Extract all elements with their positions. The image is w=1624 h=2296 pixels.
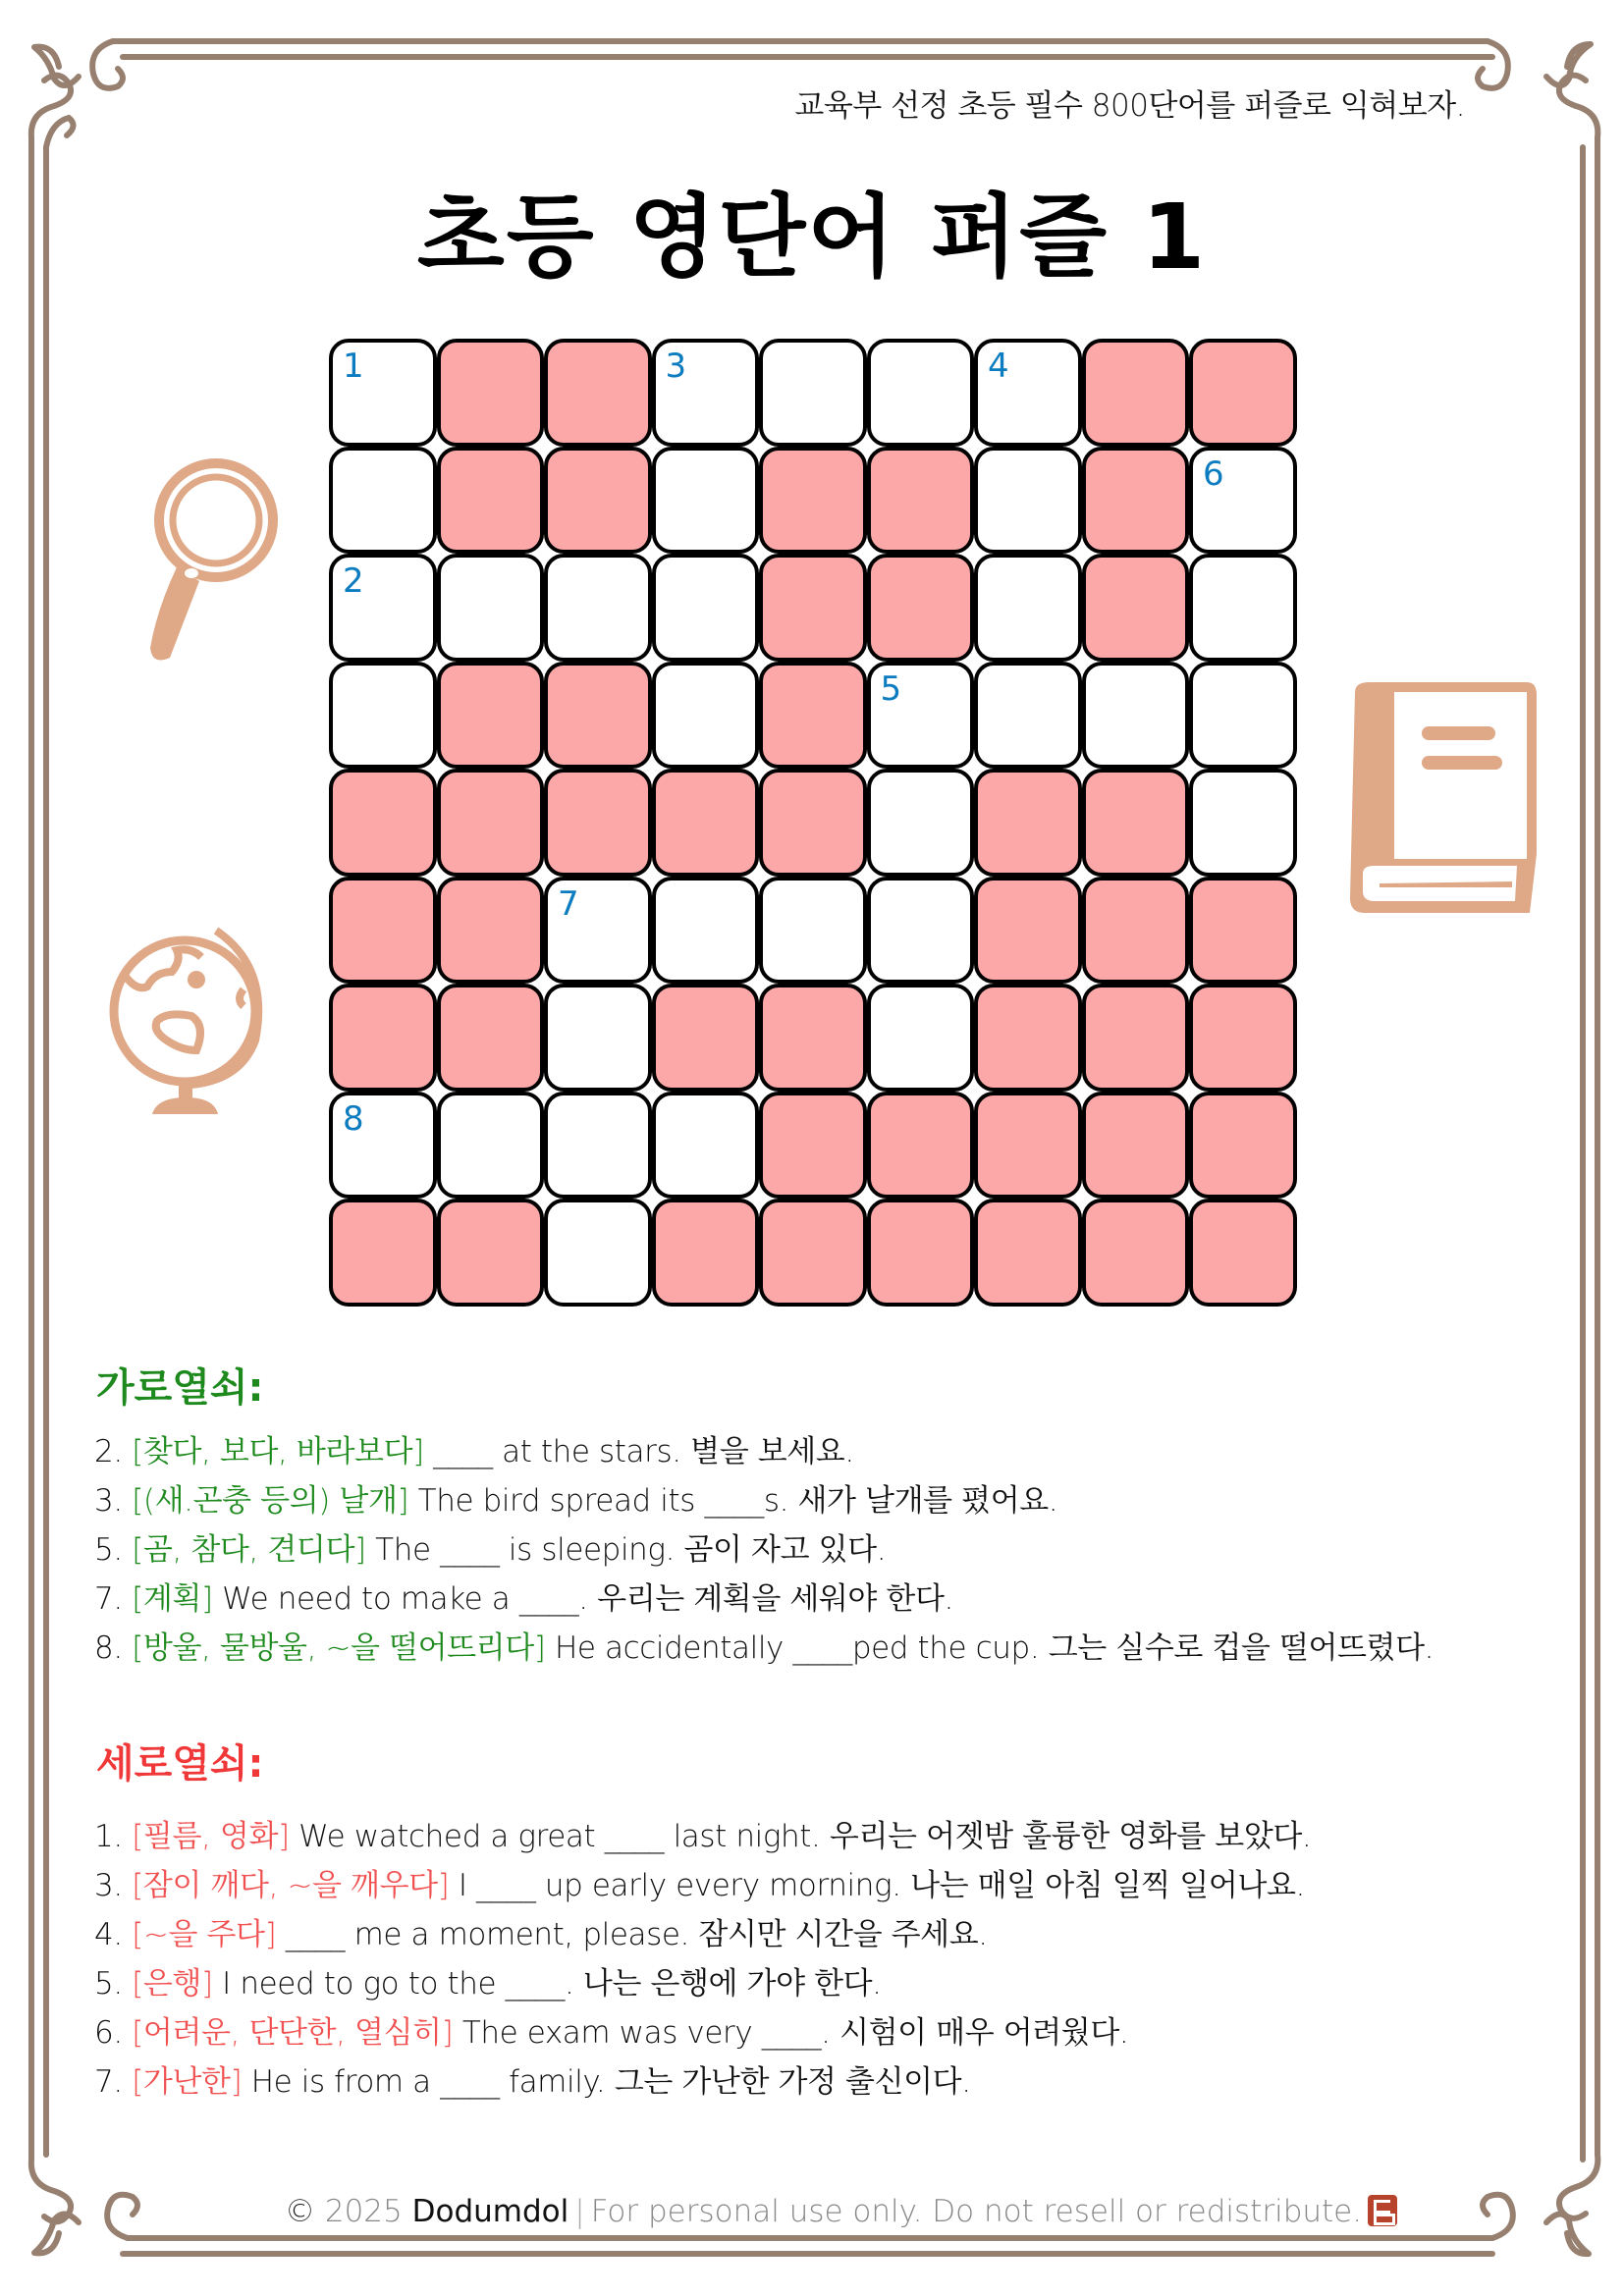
clue-number: 1 [343,347,364,386]
blocked-cell [1082,877,1190,985]
answer-cell[interactable] [544,1199,652,1307]
answer-cell[interactable] [329,447,437,555]
copyright-symbol: © [285,2194,315,2229]
clue-number: 4 [988,347,1009,386]
clue-meaning: [찾다, 보다, 바라보다] [132,1434,424,1469]
answer-cell[interactable] [1189,769,1297,877]
clue-sentence: The bird spread its ____s. 새가 날개를 폈어요. [408,1483,1058,1519]
clue-meaning: [필름, 영화] [132,1819,290,1854]
down-clues-heading: 세로열쇠: [96,1741,264,1787]
blocked-cell [1082,1092,1190,1200]
answer-cell[interactable] [867,984,975,1092]
answer-cell[interactable] [1189,554,1297,662]
clue-num: 2. [94,1434,133,1469]
across-clues-heading: 가로열쇠: [96,1365,264,1411]
blocked-cell [759,984,867,1092]
clue-meaning: [곰, 참다, 견디다] [132,1532,366,1568]
clue-meaning: [은행] [132,1966,213,2002]
brand-logo-icon [1368,2195,1397,2226]
down-clue [94,1910,1311,1959]
blocked-cell [437,769,545,877]
answer-cell[interactable] [652,447,760,555]
usage-notice: For personal use only. Do not resell or redistribute. [590,2194,1363,2229]
down-clues-list [94,1812,1311,2107]
answer-cell[interactable] [329,554,437,662]
copyright-year: 2025 [315,2194,412,2229]
clue-meaning: [(새.곤충 등의) 날개] [132,1483,409,1519]
clue-num: 6. [94,2015,133,2051]
blocked-cell [544,769,652,877]
blocked-cell [867,1092,975,1200]
blocked-cell [1082,984,1190,1092]
answer-cell[interactable] [329,339,437,447]
answer-cell[interactable] [867,769,975,877]
clue-sentence: ____ me a moment, please. 잠시만 시간을 주세요. [276,1917,988,1952]
clue-number: 5 [880,668,902,709]
answer-cell[interactable] [1189,447,1297,555]
blocked-cell [329,984,437,1092]
blocked-cell [437,662,545,770]
answer-cell[interactable] [544,554,652,662]
across-clue [94,1624,1434,1673]
brand-name: Dodumdol [411,2194,569,2229]
answer-cell[interactable] [867,877,975,985]
clue-number: 7 [558,883,579,924]
clue-num: 7. [94,2064,133,2100]
blocked-cell [1082,339,1190,447]
clue-sentence: We need to make a ____. 우리는 계획을 세워야 한다. [212,1581,953,1617]
clue-num: 5. [94,1532,133,1568]
globe-icon [98,913,280,1124]
answer-cell[interactable] [1082,662,1190,770]
blocked-cell [759,769,867,877]
answer-cell[interactable] [974,554,1082,662]
crossword-grid [329,339,1297,1307]
across-clue [94,1525,1434,1575]
clue-number: 3 [665,347,687,386]
clue-sentence: The ____ is sleeping. 곰이 자고 있다. [365,1532,887,1568]
answer-cell[interactable] [329,662,437,770]
clue-meaning: [방울, 물방울, ~을 떨어뜨리다] [132,1630,546,1666]
clue-number: 2 [343,561,364,601]
clue-sentence: We watched a great ____ last night. 우리는 어젯밤 훌륭한 영화를 보았다. [289,1819,1312,1854]
answer-cell[interactable] [652,1092,760,1200]
answer-cell[interactable] [867,662,975,770]
blocked-cell [1189,339,1297,447]
blocked-cell [544,662,652,770]
across-clue [94,1427,1434,1476]
across-clues-list [94,1427,1434,1673]
clue-num: 3. [94,1483,133,1519]
clue-num: 7. [94,1581,133,1617]
answer-cell[interactable] [652,554,760,662]
blocked-cell [974,1092,1082,1200]
blocked-cell [974,769,1082,877]
down-clue [94,1812,1311,1861]
clue-sentence: He accidentally ____ped the cup. 그는 실수로 컵을 떨어뜨렸다. [545,1630,1435,1666]
answer-cell[interactable] [544,1092,652,1200]
clue-num: 4. [94,1917,133,1952]
clue-sentence: I need to go to the ____. 나는 은행에 가야 한다. [212,1966,882,2002]
answer-cell[interactable] [652,339,760,447]
answer-cell[interactable] [544,877,652,985]
clue-number: 6 [1203,454,1224,494]
blocked-cell [329,877,437,985]
answer-cell[interactable] [759,877,867,985]
blocked-cell [1082,447,1190,555]
clue-meaning: [계획] [132,1581,213,1617]
blocked-cell [329,1199,437,1307]
blocked-cell [544,447,652,555]
answer-cell[interactable] [1189,662,1297,770]
blocked-cell [1189,877,1297,985]
blocked-cell [652,1199,760,1307]
blocked-cell [1189,984,1297,1092]
clue-sentence: He is from a ____ family. 그는 가난한 가정 출신이다. [242,2064,971,2100]
answer-cell[interactable] [437,1092,545,1200]
footer [285,2194,1397,2229]
down-clue [94,2008,1311,2057]
clue-meaning: [~을 주다] [132,1917,277,1952]
blocked-cell [759,662,867,770]
blocked-cell [437,339,545,447]
page-title: 초등 영단어 퍼즐 1 [416,185,1208,290]
answer-cell[interactable] [544,984,652,1092]
down-clue [94,1861,1311,1910]
blocked-cell [867,1199,975,1307]
answer-cell[interactable] [867,339,975,447]
blocked-cell [1082,554,1190,662]
blocked-cell [759,447,867,555]
answer-cell[interactable] [437,554,545,662]
blocked-cell [1189,1199,1297,1307]
answer-cell[interactable] [652,877,760,985]
blocked-cell [437,1199,545,1307]
blocked-cell [974,984,1082,1092]
blocked-cell [867,554,975,662]
blocked-cell [759,554,867,662]
answer-cell[interactable] [759,339,867,447]
clue-meaning: [어려운, 단단한, 열심히] [132,2015,454,2051]
answer-cell[interactable] [652,662,760,770]
across-clue [94,1476,1434,1525]
blocked-cell [1082,769,1190,877]
clue-num: 3. [94,1868,133,1903]
blocked-cell [759,1092,867,1200]
footer-separator: | [574,2194,585,2229]
blocked-cell [974,1199,1082,1307]
answer-cell[interactable] [974,662,1082,770]
across-clue [94,1575,1434,1624]
blocked-cell [329,769,437,877]
down-clue [94,1959,1311,2008]
clue-num: 5. [94,1966,133,2002]
clue-num: 1. [94,1819,133,1854]
blocked-cell [544,339,652,447]
blocked-cell [974,877,1082,985]
clue-sentence: I ____ up early every morning. 나는 매일 아침 일찍 일어나요. [449,1868,1305,1903]
answer-cell[interactable] [974,339,1082,447]
clue-meaning: [잠이 깨다, ~을 깨우다] [132,1868,450,1903]
blocked-cell [437,447,545,555]
blocked-cell [867,447,975,555]
blocked-cell [437,984,545,1092]
blocked-cell [759,1199,867,1307]
clue-sentence: ____ at the stars. 별을 보세요. [423,1434,854,1469]
clue-sentence: The exam was very ____. 시험이 매우 어려웠다. [453,2015,1129,2051]
answer-cell[interactable] [974,447,1082,555]
blocked-cell [1189,1092,1297,1200]
down-clue [94,2057,1311,2107]
clue-meaning: [가난한] [132,2064,243,2100]
answer-cell[interactable] [329,1092,437,1200]
page-subtitle: 교육부 선정 초등 필수 800단어를 퍼즐로 익혀보자. [794,88,1465,124]
book-icon [1335,677,1546,923]
blocked-cell [437,877,545,985]
magnifying-glass-icon [123,452,280,667]
clue-number: 8 [343,1098,364,1139]
blocked-cell [652,769,760,877]
blocked-cell [1082,1199,1190,1307]
clue-num: 8. [94,1630,133,1666]
blocked-cell [652,984,760,1092]
